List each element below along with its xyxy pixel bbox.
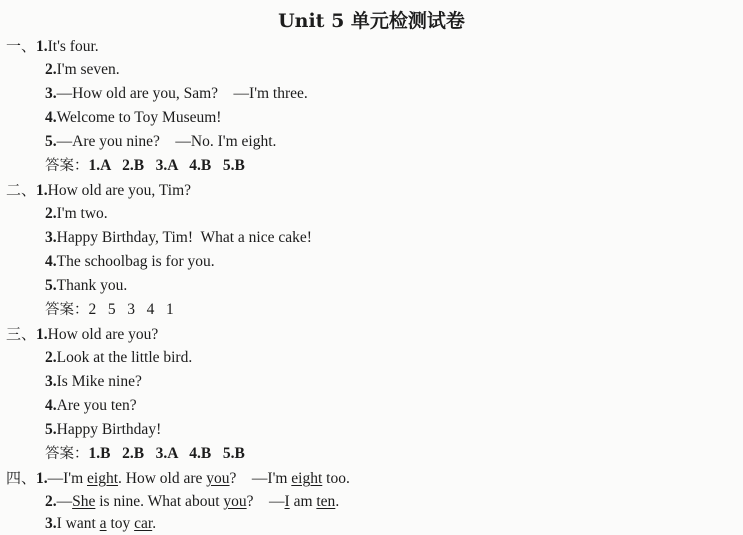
- item-text: —Are you nine? —No. I'm eight.: [56, 133, 277, 150]
- text-segment: too.: [322, 470, 350, 487]
- s3-line-1: [6, 325, 158, 344]
- section-label: 一、: [6, 37, 37, 55]
- text-segment: ? —I'm: [229, 470, 292, 487]
- text-segment: .: [335, 493, 340, 510]
- text-segment: toy: [106, 515, 135, 532]
- item-number: 2.: [45, 349, 57, 366]
- answer-text: 1.A 2.B 3.A 4.B 5.B: [88, 157, 245, 174]
- s1-line-4: [45, 109, 221, 127]
- underlined-word: She: [72, 493, 96, 510]
- section-label: 四、: [6, 469, 37, 487]
- answer-label: 答案：: [45, 446, 89, 462]
- underlined-word: ten: [316, 493, 336, 510]
- s1-answer: [45, 157, 245, 175]
- item-text: The schoolbag is for you.: [56, 253, 215, 270]
- answer-label: 答案：: [45, 302, 89, 318]
- item-text: Happy Birthday!: [56, 421, 162, 438]
- item-number: 3.: [45, 85, 57, 102]
- item-number: 4.: [45, 253, 57, 270]
- item-text: Welcome to Toy Museum!: [56, 109, 222, 126]
- text-segment: is nine. What about: [95, 493, 224, 510]
- s1-line-1: [6, 37, 99, 56]
- s3-line-3: [45, 373, 142, 391]
- section-label: 三、: [6, 325, 37, 343]
- item-text: Look at the little bird.: [56, 349, 193, 366]
- item-number: 1.: [36, 326, 48, 343]
- s3-line-2: [45, 349, 192, 367]
- underlined-word: eight: [87, 470, 119, 487]
- item-number: 1.: [36, 470, 48, 487]
- s2-answer: [45, 301, 174, 319]
- item-number: 1.: [36, 38, 48, 55]
- s1-line-5: [45, 133, 276, 151]
- s4-line-1: [6, 469, 350, 488]
- item-text: It's four.: [47, 38, 99, 55]
- underlined-word: a: [99, 515, 107, 532]
- item-number: 5.: [45, 421, 57, 438]
- underlined-word: car: [134, 515, 153, 532]
- item-text: Are you ten?: [56, 397, 137, 414]
- item-number: 4.: [45, 109, 57, 126]
- item-text: I'm two.: [56, 205, 108, 222]
- s2-line-2: [45, 205, 108, 223]
- s4-line-2: [45, 493, 339, 511]
- item-number: 2.: [45, 61, 57, 78]
- item-text: Thank you.: [56, 277, 128, 294]
- s3-line-4: [45, 397, 137, 415]
- s3-line-5: [45, 421, 161, 439]
- item-number: 3.: [45, 229, 57, 246]
- underlined-word: I: [284, 493, 290, 510]
- item-number: 5.: [45, 277, 57, 294]
- item-text: —How old are you, Sam? —I'm three.: [56, 85, 308, 102]
- underlined-word: you: [223, 493, 247, 510]
- item-number: 2.: [45, 205, 57, 222]
- answer-text: 2 5 3 4 1: [88, 301, 174, 318]
- s2-line-1: [6, 181, 191, 200]
- item-number: 5.: [45, 133, 57, 150]
- text-segment: —I'm: [47, 470, 88, 487]
- s3-answer: [45, 445, 245, 463]
- answer-text: 1.B 2.B 3.A 4.B 5.B: [88, 445, 245, 462]
- s2-line-4: [45, 253, 215, 271]
- item-number: 3.: [45, 373, 57, 390]
- item-text: I'm seven.: [56, 61, 120, 78]
- item-text: How old are you?: [47, 326, 159, 343]
- item-number: 2.: [45, 493, 57, 510]
- item-number: 1.: [36, 182, 48, 199]
- item-text: How old are you, Tim?: [47, 182, 192, 199]
- answer-label: 答案：: [45, 158, 89, 174]
- s2-line-5: [45, 277, 127, 295]
- item-number: 4.: [45, 397, 57, 414]
- underlined-word: you: [206, 470, 230, 487]
- s1-line-2: [45, 61, 120, 79]
- section-label: 二、: [6, 181, 37, 199]
- text-segment: .: [152, 515, 157, 532]
- item-text: Is Mike nine?: [56, 373, 142, 390]
- item-number: 3.: [45, 515, 57, 532]
- text-segment: —: [56, 493, 73, 510]
- s4-line-3: [45, 515, 156, 533]
- text-segment: I want: [56, 515, 100, 532]
- page-title: Unit 5 单元检测试卷: [278, 10, 465, 32]
- text-segment: . How old are: [118, 470, 207, 487]
- underlined-word: eight: [291, 470, 323, 487]
- text-segment: am: [289, 493, 317, 510]
- text-segment: ? —: [246, 493, 285, 510]
- item-text: Happy Birthday, Tim! What a nice cake!: [56, 229, 312, 246]
- s2-line-3: [45, 229, 312, 247]
- s1-line-3: [45, 85, 308, 103]
